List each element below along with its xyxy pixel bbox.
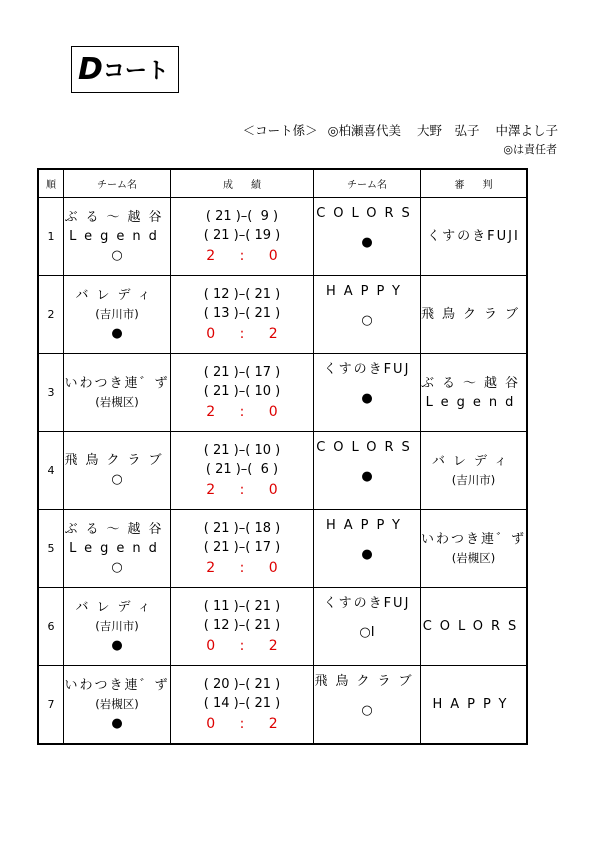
team1-line: (吉川市) xyxy=(95,618,139,633)
match-result: 2 : 0 xyxy=(206,403,288,420)
team1-line: ぶる～越谷 xyxy=(64,521,170,537)
team2-result-mark: ● xyxy=(361,234,373,250)
match-no: 2 xyxy=(38,276,64,354)
staff-note: ◎は責任者 xyxy=(503,143,557,156)
set-score: ( 11 )–( 21 ) xyxy=(203,598,281,614)
team1-result-mark: ○ xyxy=(111,247,123,263)
court-suffix: コート xyxy=(102,59,169,84)
team1-cell xyxy=(64,666,171,745)
team2-result-mark: ● xyxy=(361,390,373,406)
referee-cell xyxy=(421,276,528,354)
match-result: 0 : 2 xyxy=(206,637,288,654)
team2-line: HAPPY xyxy=(325,283,408,299)
score-cell xyxy=(171,354,314,432)
match-result: 0 : 2 xyxy=(206,715,288,732)
team1-cell xyxy=(64,588,171,666)
header-ref: 審判 xyxy=(421,169,528,198)
match-no: 5 xyxy=(38,510,64,588)
set-score: ( 21 )–( 6 ) xyxy=(205,461,279,477)
referee-cell xyxy=(421,510,528,588)
match-result: 2 : 0 xyxy=(206,247,288,264)
set-score: ( 12 )–( 21 ) xyxy=(203,617,281,633)
team1-line: Legend xyxy=(69,540,165,556)
team2-cell xyxy=(314,588,421,666)
team1-line: バレディ xyxy=(75,599,159,615)
team1-line: 飛鳥クラブ xyxy=(64,453,170,468)
team1-line: ぶる～越谷 xyxy=(64,209,170,225)
header-row xyxy=(38,169,527,198)
score-cell xyxy=(171,510,314,588)
referee-line: (岩槻区) xyxy=(451,550,496,565)
team1-line: Legend xyxy=(69,228,165,244)
team1-cell xyxy=(64,354,171,432)
team2-line: くすのきFUJ xyxy=(323,595,411,611)
match-no: 1 xyxy=(38,198,64,276)
score-cell xyxy=(171,666,314,745)
team1-cell xyxy=(64,432,171,510)
set-score: ( 20 )–( 21 ) xyxy=(203,676,281,692)
team1-result-mark: ○ xyxy=(111,559,123,575)
team1-line: いわつき連゛ず xyxy=(64,375,170,391)
team1-result-mark: ● xyxy=(111,715,123,731)
team2-cell xyxy=(314,276,421,354)
staff-member: ◎柏瀬喜代美 xyxy=(327,123,401,138)
referee-cell xyxy=(421,588,528,666)
team2-cell xyxy=(314,432,421,510)
set-score: ( 21 )–( 17 ) xyxy=(203,364,281,380)
header-team1: チーム名 xyxy=(64,169,171,198)
set-score: ( 21 )–( 17 ) xyxy=(203,539,281,555)
team2-result-mark: ○ xyxy=(361,312,373,328)
set-score: ( 21 )–( 9 ) xyxy=(205,208,279,224)
team1-result-mark: ● xyxy=(111,325,123,341)
set-score: ( 13 )–( 21 ) xyxy=(203,305,281,321)
referee-cell xyxy=(421,666,528,745)
set-score: ( 21 )–( 10 ) xyxy=(203,383,281,399)
match-no: 7 xyxy=(38,666,64,745)
match-result: 2 : 0 xyxy=(206,481,288,498)
referee-cell xyxy=(421,432,528,510)
team2-line: COLORS xyxy=(316,439,418,455)
score-cell xyxy=(171,276,314,354)
team2-line: COLORS xyxy=(316,205,418,221)
score-cell xyxy=(171,432,314,510)
team2-cell xyxy=(314,198,421,276)
referee-line: くすのきFUJI xyxy=(427,229,520,244)
referee-line: Legend xyxy=(425,394,522,410)
team2-cell xyxy=(314,666,421,745)
team1-cell xyxy=(64,510,171,588)
team1-result-mark: ○ xyxy=(111,472,123,487)
court-logo xyxy=(71,46,179,93)
table-row xyxy=(38,666,527,745)
team2-line: HAPPY xyxy=(325,517,408,533)
referee-line: HAPPY xyxy=(432,697,515,712)
table-row xyxy=(38,510,527,588)
referee-line: COLORS xyxy=(422,619,525,634)
referee-line: ぶる～越谷 xyxy=(421,375,527,391)
staff-member: 中澤よし子 xyxy=(495,123,558,138)
team2-cell xyxy=(314,510,421,588)
team2-line: 飛鳥クラブ xyxy=(314,673,420,689)
staff-label: ＜コート係＞ xyxy=(242,123,318,138)
team2-result-mark: ○I xyxy=(359,624,375,640)
court-letter: D xyxy=(78,52,102,87)
table-row xyxy=(38,588,527,666)
team1-line: バレディ xyxy=(75,287,159,303)
set-score: ( 21 )–( 10 ) xyxy=(203,442,281,458)
staff-member: 大野 弘子 xyxy=(416,123,480,138)
set-score: ( 14 )–( 21 ) xyxy=(203,695,281,711)
score-cell xyxy=(171,588,314,666)
referee-cell xyxy=(421,198,528,276)
match-result: 2 : 0 xyxy=(206,559,288,576)
team1-result-mark: ● xyxy=(111,637,123,653)
table-row xyxy=(38,198,527,276)
team1-line: いわつき連゛ず xyxy=(64,677,170,693)
table-row xyxy=(38,432,527,510)
set-score: ( 12 )–( 21 ) xyxy=(203,286,281,302)
team2-cell xyxy=(314,354,421,432)
match-table xyxy=(37,168,528,745)
referee-line: バレディ xyxy=(432,453,515,469)
table-row xyxy=(38,276,527,354)
team1-line: (岩槻区) xyxy=(95,394,139,409)
header-score: 成績 xyxy=(171,169,314,198)
team2-result-mark: ○ xyxy=(361,702,373,718)
team1-cell xyxy=(64,198,171,276)
referee-line: いわつき連゛ず xyxy=(421,531,527,547)
match-no: 3 xyxy=(38,354,64,432)
team1-cell xyxy=(64,276,171,354)
set-score: ( 21 )–( 19 ) xyxy=(203,227,281,243)
header-team2: チーム名 xyxy=(314,169,421,198)
match-no: 4 xyxy=(38,432,64,510)
score-cell xyxy=(171,198,314,276)
set-score: ( 21 )–( 18 ) xyxy=(203,520,281,536)
team1-line: (岩槻区) xyxy=(95,696,139,711)
referee-line: 飛鳥クラブ xyxy=(421,307,527,322)
referee-line: (吉川市) xyxy=(451,472,496,487)
referee-cell xyxy=(421,354,528,432)
table-row xyxy=(38,354,527,432)
team2-result-mark: ● xyxy=(361,546,373,562)
court-staff xyxy=(237,121,558,139)
team2-result-mark: ● xyxy=(361,468,373,484)
match-result: 0 : 2 xyxy=(206,325,288,342)
team2-line: くすのきFUJ xyxy=(323,361,411,377)
team1-line: (吉川市) xyxy=(95,306,139,321)
match-no: 6 xyxy=(38,588,64,666)
header-no: 順 xyxy=(38,169,64,198)
